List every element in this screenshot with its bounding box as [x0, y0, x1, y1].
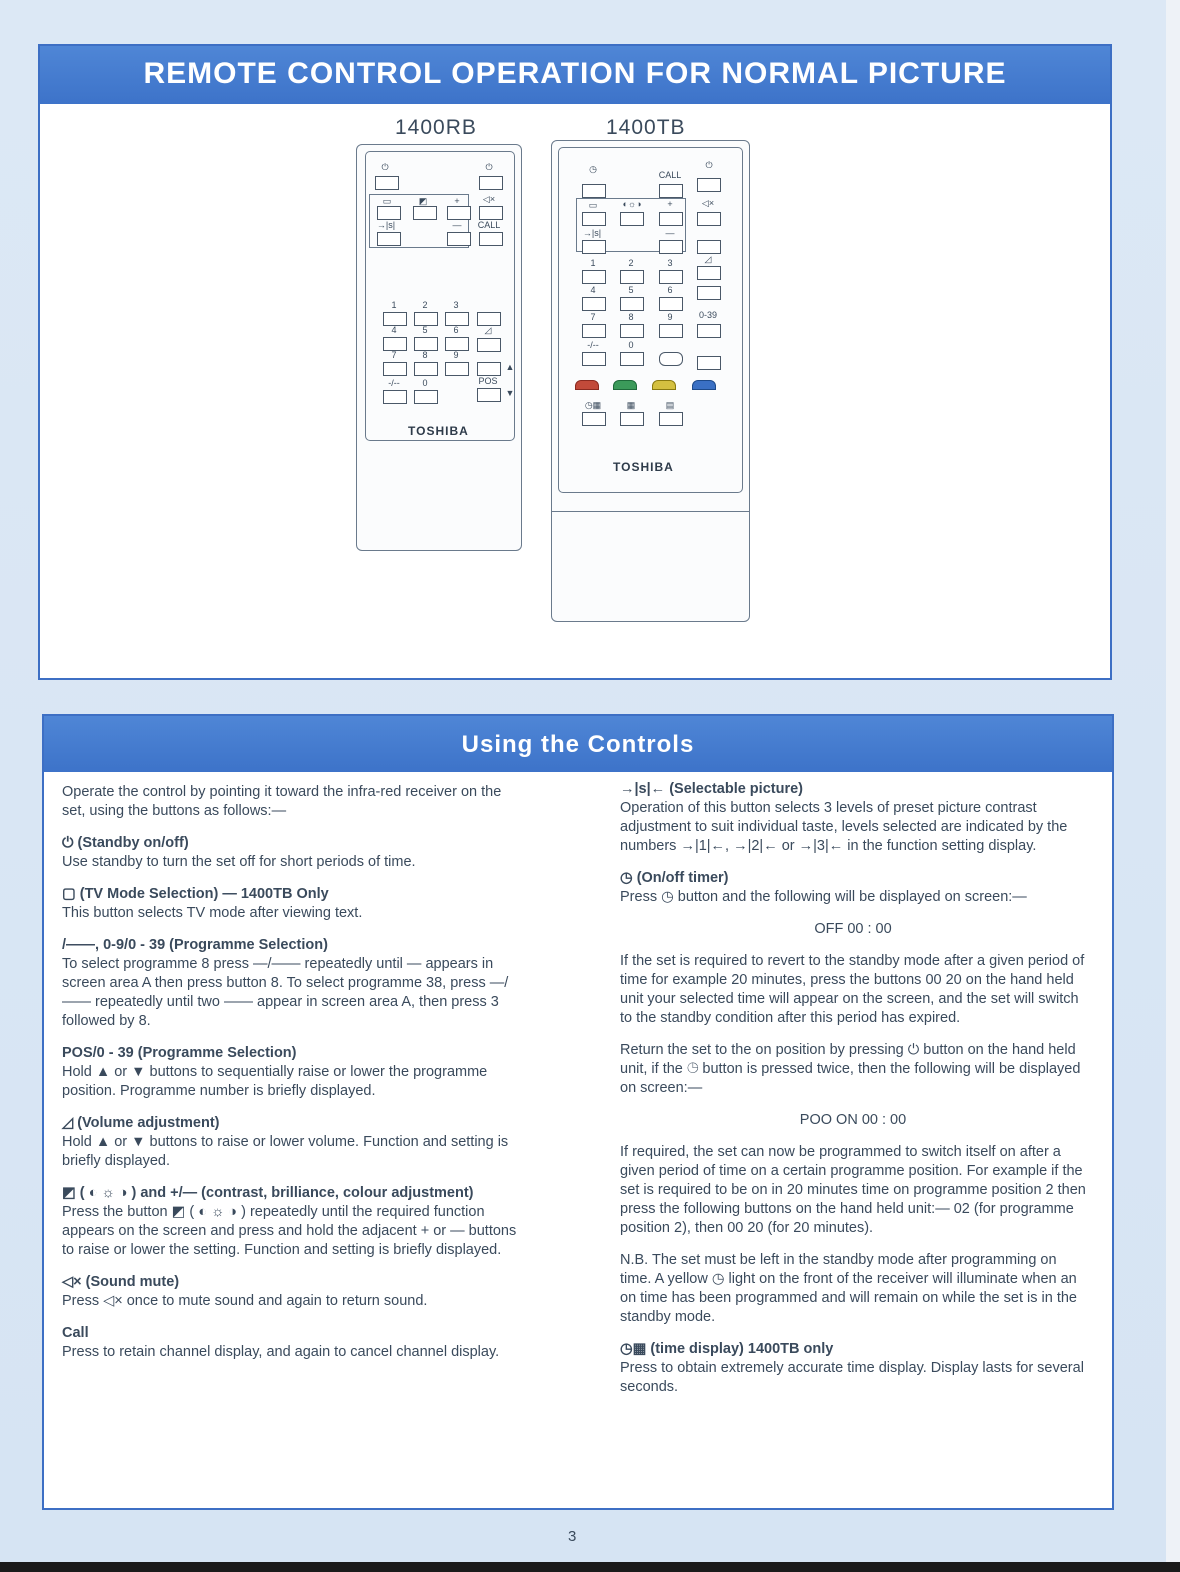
section-title: REMOTE CONTROL OPERATION FOR NORMAL PICTURE [40, 46, 1110, 104]
rb-plus-button [447, 206, 471, 220]
rb-volume-down-button [477, 338, 501, 352]
mute-icon: ◁× [482, 194, 496, 204]
onoff-timer-body: Press ◷ button and the following will be displayed on screen:— [620, 889, 1027, 905]
pos-body: Hold ▲ or ▼ buttons to sequentially raise or lower the programme position. Programme number is briefly displayed. [62, 1064, 488, 1099]
mute-icon: ◁× [701, 198, 715, 208]
rb-key-2 [414, 312, 438, 326]
tv-mode-icon: ▭ [588, 200, 598, 210]
key-label: 9 [453, 350, 459, 360]
key-label: 7 [391, 350, 397, 360]
tb-tv-button [659, 352, 683, 366]
rb-key-4 [383, 337, 407, 351]
selectable-picture-icon: →|s|← [620, 781, 670, 797]
rb-key-dash [383, 390, 407, 404]
down-arrow-icon: ▼ [505, 388, 515, 398]
page-bottom-edge [0, 1562, 1180, 1572]
tb-mute-button [697, 212, 721, 226]
plus-icon: + [454, 196, 460, 206]
selectable-picture-icon: →|s| [582, 228, 602, 238]
standby-icon: ⏻ [705, 160, 713, 170]
tb-minus-button [659, 240, 683, 254]
picture-adjust-heading: ◩ ( ◐ ☼ ◑ ) and +/— (contrast, brilliance, colour adjustment) [62, 1185, 474, 1201]
rb-mute-button [479, 206, 503, 220]
section-title: Using the Controls [44, 716, 1112, 772]
tb-yellow-key [652, 380, 676, 390]
tb-timer-button [582, 184, 606, 198]
volume-body: Hold ▲ or ▼ buttons to raise or lower volume. Function and setting is briefly displayed. [62, 1134, 509, 1169]
timer-icon: ◷ [620, 870, 637, 886]
rb-key-0 [414, 390, 438, 404]
tb-key-7 [582, 324, 606, 338]
selectable-picture-body: Operation of this button selects 3 levels of preset picture contrast adjustment to suit individual taste, levels selected are indicated by the numbers →|1|←, →|2|← or →|3|← in the function setting display. [620, 800, 1068, 854]
picture-adjust-icon: ◐☼◑ [622, 199, 642, 209]
rb-key-1 [383, 312, 407, 326]
selectable-picture-icon: →|s| [376, 220, 396, 230]
tb-key-4 [582, 297, 606, 311]
remote-brand-logo: TOSHIBA [613, 460, 674, 474]
volume-icon: ◿ [62, 1115, 78, 1131]
pos-heading: POS/0 - 39 (Programme Selection) [62, 1045, 297, 1061]
tb-green-key [613, 380, 637, 390]
tb-volume-up-button [697, 240, 721, 254]
key-label: 1 [590, 258, 596, 268]
tb-text-button [697, 356, 721, 370]
tb-tv-mode-button [582, 212, 606, 226]
timer-icon: ◷ [589, 164, 597, 174]
key-label: -/-- [388, 378, 400, 388]
picture-adjust-icon: ◩ ( ◐ ☼ ◑ ) [62, 1185, 141, 1201]
key-label: 8 [422, 350, 428, 360]
key-label: 7 [590, 312, 596, 322]
programme-selection-heading: /——, 0-9/0 - 39 (Programme Selection) [62, 937, 328, 953]
page-number: 3 [568, 1528, 577, 1545]
rb-key-3 [445, 312, 469, 326]
key-label: 6 [453, 325, 459, 335]
sound-mute-heading: ◁× (Sound mute) [62, 1274, 180, 1290]
rb-key-7 [383, 362, 407, 376]
call-label: CALL [658, 170, 682, 180]
right-column [620, 780, 1086, 1410]
mute-icon: ◁× [62, 1274, 86, 1290]
tb-key-6 [659, 297, 683, 311]
rb-tv-mode-button [377, 206, 401, 220]
time-display-icon: ◷▦ [584, 400, 602, 410]
left-column [62, 783, 528, 1375]
onoff-timer-heading: ◷ (On/off timer) [620, 870, 729, 886]
volume-icon: ◿ [484, 325, 492, 335]
on-display: POO ON 00 : 00 [799, 1112, 907, 1128]
rb-standby-button [375, 176, 399, 190]
tb-key-2 [620, 270, 644, 284]
key-label: 1 [391, 300, 397, 310]
tb-time-display-button [582, 412, 606, 426]
sound-mute-body: Press ◁× once to mute sound and again to return sound. [62, 1293, 428, 1309]
key-label: 4 [590, 285, 596, 295]
rb-volume-up-button [477, 312, 501, 326]
key-label: 3 [667, 258, 673, 268]
key-label: 8 [628, 312, 634, 322]
rb-standby-button-2 [479, 176, 503, 190]
rb-minus-button [447, 232, 471, 246]
key-label: 0 [422, 378, 428, 388]
remote-brand-logo: TOSHIBA [408, 424, 469, 438]
tv-mode-icon: ▢ [62, 886, 80, 902]
key-label: -/-- [587, 340, 599, 350]
tb-standby-button [697, 178, 721, 192]
off-display: OFF 00 : 00 [814, 921, 892, 937]
key-label: 5 [422, 325, 428, 335]
rb-call-button [479, 232, 503, 246]
rb-key-5 [414, 337, 438, 351]
tb-selectable-picture-button [582, 240, 606, 254]
timer-paragraph-3: Return the set to the on position by pressing ⏻ button on the hand held unit, if the ◷ button is pressed twice, then the following will be displayed on screen:— [620, 1042, 1081, 1096]
key-label: 6 [667, 285, 673, 295]
tb-reveal-button [659, 412, 683, 426]
tb-key-5 [620, 297, 644, 311]
tb-plus-button [659, 212, 683, 226]
tv-mode-heading: ▢ (TV Mode Selection) — 1400TB Only [62, 886, 329, 902]
tv-mode-icon: ▭ [382, 196, 392, 206]
time-display-heading: ◷▦ (time display) 1400TB only [620, 1341, 834, 1357]
text-reveal-icon: ▤ [665, 400, 675, 410]
timer-paragraph-4: If required, the set can now be programmed to switch itself on after a given period of time on a certain programme position. For example if the set is required to be on in 20 minutes time on programme position 2 then press the following buttons on the hand held unit:— 02 (for programme position 2), then 00 20 (for 20 minutes). [620, 1144, 1086, 1236]
timer-paragraph-2: If the set is required to revert to the standby mode after a given period of time for example 20 minutes, press the buttons 00 20 on the hand held unit your selected time will appear on the screen, and the set will switch to the standby condition after this period has expired. [620, 953, 1085, 1026]
standby-icon: ⏻ [381, 162, 389, 172]
programme-selection-body: To select programme 8 press —/—— repeatedly until — appears in screen area A then press button 8. To select programme 38, press —/—— repeatedly until two —— appear in screen area A, then press 3 followed by 8. [62, 956, 509, 1029]
contrast-icon: ◩ [418, 196, 428, 206]
rb-contrast-button [413, 206, 437, 220]
key-label: 2 [422, 300, 428, 310]
rb-key-6 [445, 337, 469, 351]
minus-icon: — [452, 220, 462, 230]
plus-icon: + [667, 199, 673, 209]
tb-key-dash [582, 352, 606, 366]
model-label-1400tb: 1400TB [606, 116, 686, 139]
model-label-1400rb: 1400RB [395, 116, 477, 139]
volume-heading: ◿ (Volume adjustment) [62, 1115, 220, 1131]
tb-key-8 [620, 324, 644, 338]
minus-icon: — [665, 228, 675, 238]
up-arrow-icon: ▲ [505, 362, 515, 372]
time-display-icon: ◷▦ [620, 1341, 651, 1357]
call-heading: Call [62, 1325, 89, 1341]
key-label: 4 [391, 325, 397, 335]
key-label: 3 [453, 300, 459, 310]
tb-hold-button [620, 412, 644, 426]
tb-pos-down-button [697, 324, 721, 338]
page-edge [1166, 0, 1180, 1572]
rb-selectable-picture-button [377, 232, 401, 246]
remote-divider [552, 511, 749, 512]
tb-pos-up-button [697, 286, 721, 300]
picture-adjust-body: Press the button ◩ ( ◐ ☼ ◑ ) repeatedly until the required function appears on the screen and press and hold the adjacent + or — buttons to raise or lower the setting. Function and setting is briefly displayed. [62, 1204, 517, 1258]
text-hold-icon: ▦ [626, 400, 636, 410]
tb-volume-down-button [697, 266, 721, 280]
standby-body: Use standby to turn the set off for short periods of time. [62, 854, 416, 870]
key-label: 5 [628, 285, 634, 295]
tb-call-button [659, 184, 683, 198]
tv-mode-body: This button selects TV mode after viewing text. [62, 905, 363, 921]
standby-icon: ⏻ [485, 162, 493, 172]
rb-key-9 [445, 362, 469, 376]
intro-paragraph: Operate the control by pointing it toward the infra-red receiver on the set, using the buttons as follows:— [62, 784, 502, 819]
volume-icon: ◿ [704, 254, 712, 264]
tb-picture-adjust-button [620, 212, 644, 226]
time-display-body: Press to obtain extremely accurate time display. Display lasts for several seconds. [620, 1360, 1084, 1395]
key-label: 2 [628, 258, 634, 268]
timer-paragraph-5: N.B. The set must be left in the standby mode after programming on time. A yellow ◷ light on the front of the receiver will illuminate when an on time has been programmed and will remain on while the set is in the standby mode. [620, 1252, 1077, 1325]
key-label: 0 [628, 340, 634, 350]
pos-label: POS [478, 376, 498, 386]
rb-key-8 [414, 362, 438, 376]
call-body: Press to retain channel display, and again to cancel channel display. [62, 1344, 500, 1360]
tb-key-0 [620, 352, 644, 366]
range-label: 0-39 [698, 310, 717, 320]
tb-red-key [575, 380, 599, 390]
tb-key-9 [659, 324, 683, 338]
tb-key-3 [659, 270, 683, 284]
key-label: 9 [667, 312, 673, 322]
tb-key-1 [582, 270, 606, 284]
standby-icon: ⏻ [62, 835, 78, 851]
tb-cyan-key [692, 380, 716, 390]
selectable-picture-heading: →|s|← (Selectable picture) [620, 781, 803, 797]
standby-heading: ⏻ (Standby on/off) [62, 835, 189, 851]
call-label: CALL [477, 220, 501, 230]
